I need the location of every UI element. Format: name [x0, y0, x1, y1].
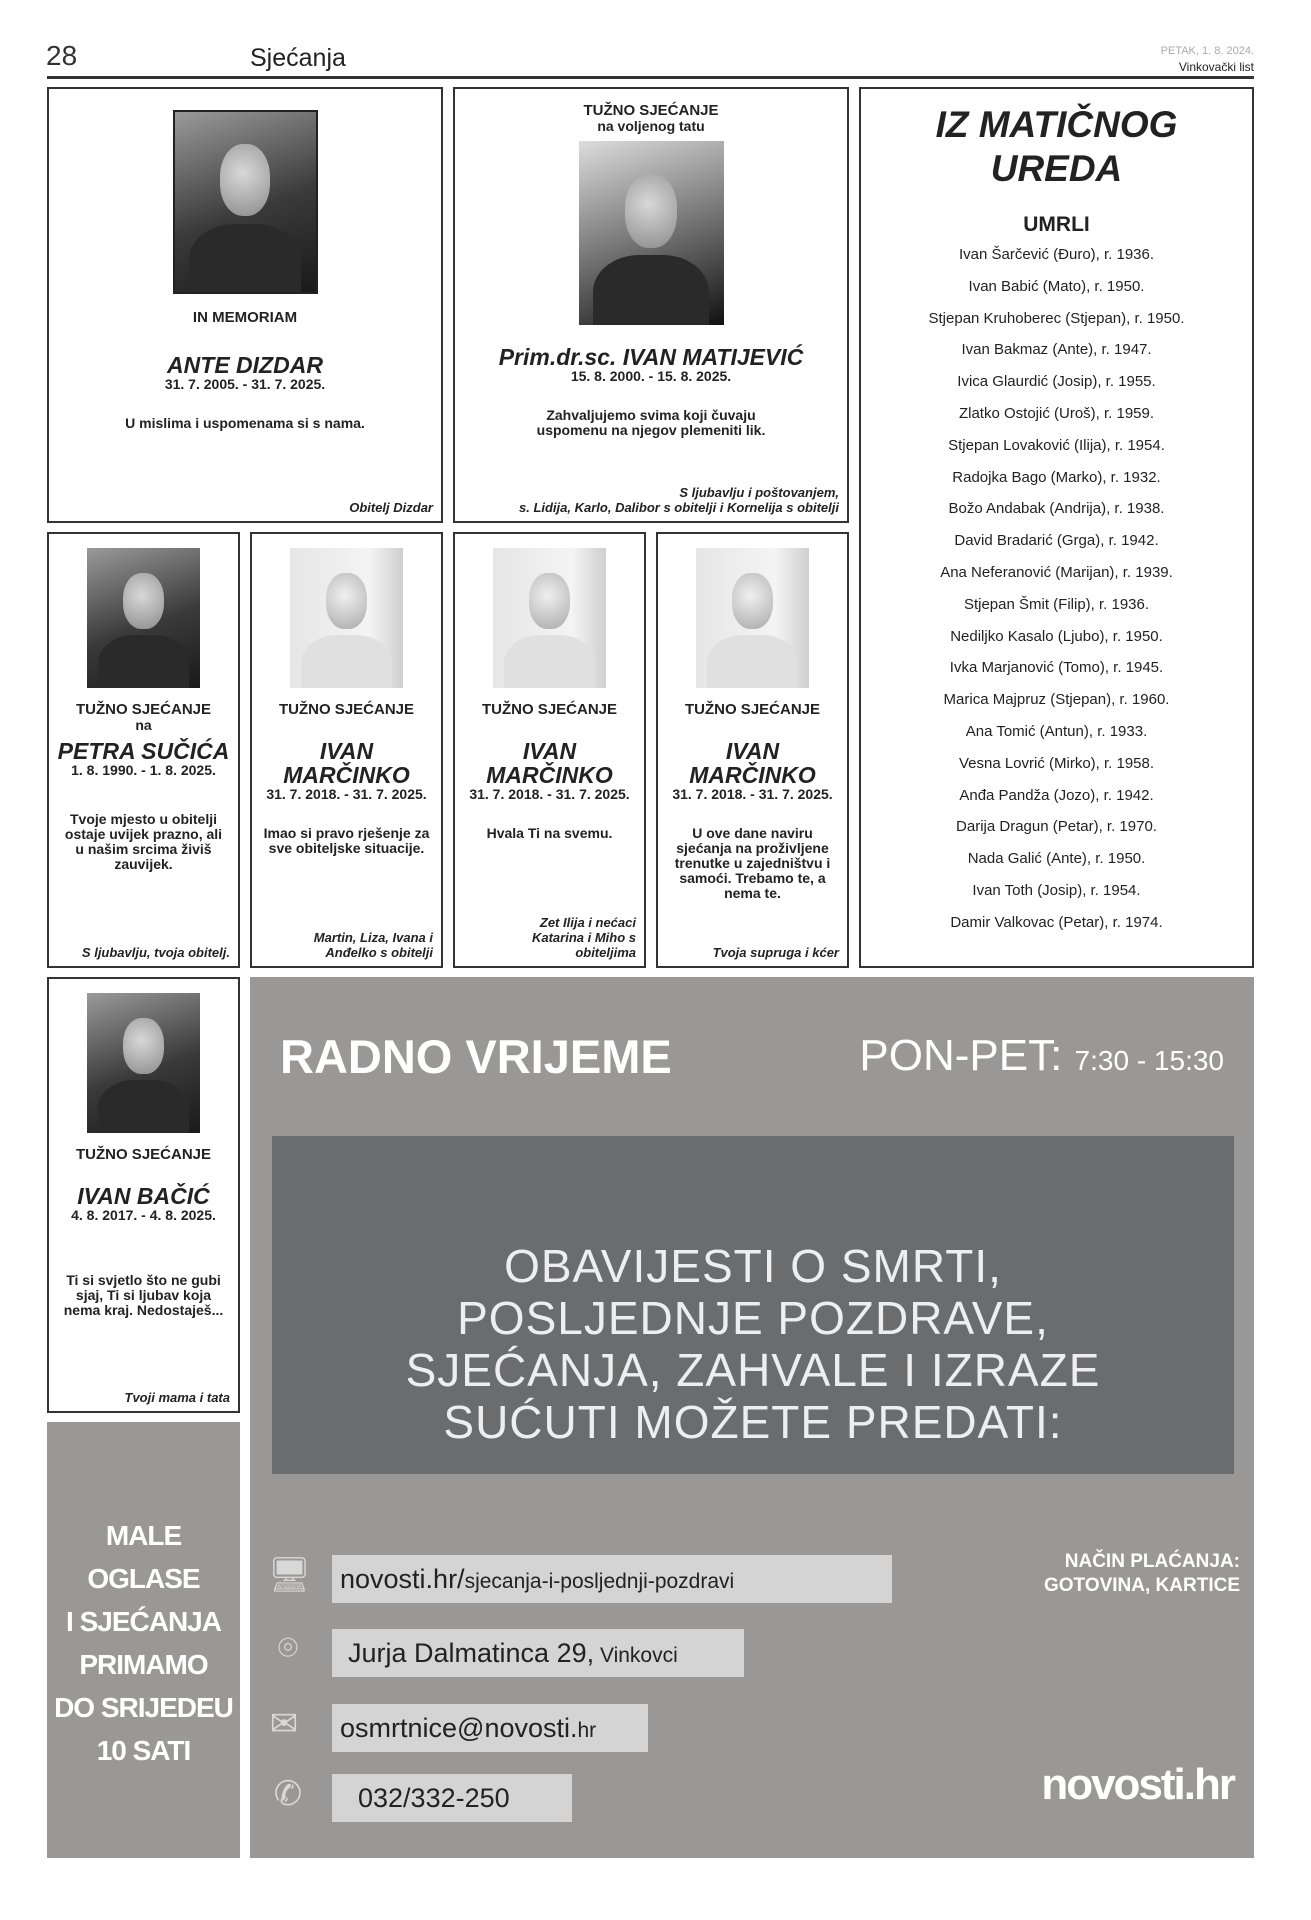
registry-subtitle: UMRLI — [1023, 213, 1090, 236]
monitor-icon: 🖥 — [268, 1556, 312, 1594]
signature: Obitelj Dizdar — [349, 500, 433, 515]
deceased-entry: Radojka Bago (Marko), r. 1932. — [952, 468, 1161, 486]
side-ad-line: 10 SATI — [96, 1735, 191, 1766]
payment-line-1: NAČIN PLAĆANJA: — [1064, 1551, 1240, 1572]
deceased-entry: Ana Tomić (Antun), r. 1933. — [965, 722, 1148, 740]
card-heading: TUŽNO SJEĆANJE — [75, 701, 212, 718]
card-text: U mislima i uspomenama si s nama. — [125, 415, 365, 431]
side-ad — [47, 1422, 240, 1858]
ad-notice — [272, 1136, 1234, 1474]
header-rule — [47, 76, 1254, 79]
deceased-list — [861, 239, 1252, 939]
memorial-card — [250, 532, 443, 968]
payment-info — [1044, 1550, 1240, 1598]
ad-notice-text: OBAVIJESTI O SMRTI, POSLJEDNJE POZDRAVE, SJEĆANJA, ZAHVALE I IZRAZE SUĆUTI MOŽETE PREDATI: — [405, 1240, 1101, 1448]
deceased-entry: Ivan Babić (Mato), r. 1950. — [968, 277, 1145, 295]
portrait-photo — [87, 548, 200, 688]
memorial-card-matijevic — [453, 87, 849, 523]
deceased-entry: Ivan Toth (Josip), r. 1954. — [972, 881, 1141, 899]
ad-hours-value: 7:30 - 15:30 — [1074, 1045, 1224, 1076]
dates: 31. 7. 2018. - 31. 7. 2025. — [672, 786, 833, 802]
dates: 1. 8. 1990. - 1. 8. 2025. — [71, 762, 216, 778]
dates: 31. 7. 2005. - 31. 7. 2025. — [164, 376, 326, 392]
registry-box — [859, 87, 1254, 968]
memorial-card — [47, 532, 240, 968]
memorial-card — [47, 977, 240, 1413]
deceased-name: IVAN MARČINKO — [689, 738, 816, 788]
deceased-entry: Stjepan Lovaković (Ilija), r. 1954. — [948, 436, 1165, 454]
page-number: 28 — [46, 40, 78, 71]
deceased-name: IVAN BAČIĆ — [77, 1183, 210, 1209]
registry-title: IZ MATIČNOG UREDA — [935, 104, 1178, 189]
deceased-entry: David Bradarić (Grga), r. 1942. — [954, 532, 1159, 550]
side-ad-line: DO SRIJEDEU — [54, 1692, 233, 1723]
office-hours-ad — [250, 977, 1254, 1858]
deceased-entry: Božo Andabak (Andrija), r. 1938. — [948, 500, 1165, 518]
signature: Martin, Liza, Ivana i Anđelko s obitelji — [313, 930, 433, 960]
portrait-photo — [290, 548, 403, 688]
side-ad-line: PRIMAMO — [79, 1649, 208, 1680]
issue-date: PETAK, 1. 8. 2024. — [1160, 45, 1254, 57]
portrait-photo — [493, 548, 606, 688]
email-link[interactable]: osmrtnice@novosti.hr — [332, 1704, 648, 1752]
side-ad-line: I SJEĆANJA — [66, 1606, 221, 1637]
ad-days: PON-PET: — [859, 1031, 1063, 1080]
card-heading: IN MEMORIAM — [192, 309, 298, 326]
card-heading: TUŽNO SJEĆANJE — [583, 102, 719, 119]
deceased-entry: Anđa Pandža (Jozo), r. 1942. — [959, 786, 1154, 804]
phone-number[interactable]: 032/332-250 — [332, 1774, 572, 1822]
deceased-entry: Vesna Lovrić (Mirko), r. 1958. — [958, 754, 1155, 772]
deceased-name: IVAN MARČINKO — [283, 738, 410, 788]
deceased-entry: Marica Majpruz (Stjepan), r. 1960. — [943, 691, 1170, 709]
dates: 15. 8. 2000. - 15. 8. 2025. — [570, 368, 732, 384]
card-text: Hvala Ti na svemu. — [486, 825, 613, 841]
card-heading: TUŽNO SJEĆANJE — [278, 701, 415, 718]
signature: Zet Ilija i nećaci Katarina i Miho s obiteljima — [531, 915, 636, 960]
dates: 31. 7. 2018. - 31. 7. 2025. — [266, 786, 427, 802]
address: Jurja Dalmatinca 29, Vinkovci — [332, 1629, 744, 1677]
dates: 4. 8. 2017. - 4. 8. 2025. — [71, 1207, 216, 1223]
card-heading: TUŽNO SJEĆANJE — [75, 1146, 212, 1163]
signature-line-1: S ljubavlju i poštovanjem, — [679, 485, 839, 500]
deceased-name: IVAN MARČINKO — [486, 738, 613, 788]
card-heading: TUŽNO SJEĆANJE — [481, 701, 618, 718]
card-subheading: na voljenog tatu — [597, 118, 705, 134]
deceased-entry: Ivan Bakmaz (Ante), r. 1947. — [961, 341, 1152, 359]
deceased-name: ANTE DIZDAR — [167, 352, 323, 378]
dates: 31. 7. 2018. - 31. 7. 2025. — [469, 786, 630, 802]
portrait-photo — [579, 141, 724, 325]
card-text: Imao si pravo rješenje za sve obiteljske situacije. — [263, 825, 430, 856]
paper-name: Vinkovački list — [1178, 60, 1254, 74]
payment-line-2: GOTOVINA, KARTICE — [1044, 1575, 1240, 1596]
deceased-entry: Stjepan Kruhoberec (Stjepan), r. 1950. — [928, 309, 1185, 327]
novosti-logo: novosti.hr — [1041, 1760, 1234, 1809]
deceased-entry: Ana Neferanović (Marijan), r. 1939. — [940, 563, 1173, 581]
location-pin-icon: ⌾ — [277, 1629, 299, 1667]
signature — [519, 485, 839, 515]
portrait-photo — [696, 548, 809, 688]
deceased-entry: Nada Galić (Ante), r. 1950. — [967, 850, 1146, 868]
deceased-entry: Zlatko Ostojić (Uroš), r. 1959. — [958, 404, 1155, 422]
side-ad-line: MALE — [105, 1520, 182, 1551]
deceased-entry: Stjepan Šmit (Filip), r. 1936. — [963, 595, 1150, 613]
card-text: U ove dane naviru sjećanja na proživljene trenutke u zajedništvu i samoći. Trebamo te, a nema te. — [674, 825, 831, 901]
deceased-entry: Ivka Marjanović (Tomo), r. 1945. — [949, 659, 1164, 677]
memorial-card — [656, 532, 849, 968]
deceased-entry: Darija Dragun (Petar), r. 1970. — [956, 818, 1157, 836]
ad-hours — [859, 1031, 1224, 1081]
card-subheading: na — [135, 717, 152, 733]
deceased-name: Prim.dr.sc. IVAN MATIJEVIĆ — [498, 344, 804, 370]
memorial-card — [453, 532, 646, 968]
deceased-name: PETRA SUČIĆA — [57, 738, 230, 764]
card-text: Tvoje mjesto u obitelji ostaje uvijek prazno, ali u našim srcima živiš zauvijek. — [64, 811, 223, 872]
deceased-entry: Damir Valkovac (Petar), r. 1974. — [950, 913, 1163, 931]
signature-line-2: s. Lidija, Karlo, Dalibor s obitelji i Kornelija s obitelji — [518, 500, 839, 515]
signature: Tvoja supruga i kćer — [712, 945, 839, 960]
memorial-card-dizdar — [47, 87, 443, 523]
signature: Tvoji mama i tata — [124, 1390, 230, 1405]
envelope-icon: ✉ — [269, 1705, 299, 1743]
portrait-photo — [87, 993, 200, 1133]
card-text: Ti si svjetlo što ne gubi sjaj, Ti si ljubav koja nema kraj. Nedostaješ... — [63, 1272, 224, 1318]
phone-icon: ✆ — [273, 1775, 303, 1813]
deceased-entry: Nediljko Kasalo (Ljubo), r. 1950. — [950, 627, 1163, 645]
portrait-photo — [173, 110, 318, 294]
section-title: Sjećanja — [250, 44, 346, 72]
side-ad-line: OGLASE — [87, 1563, 200, 1594]
card-heading: TUŽNO SJEĆANJE — [684, 701, 821, 718]
signature: S ljubavlju, tvoja obitelj. — [81, 945, 230, 960]
deceased-entry: Ivan Šarčević (Đuro), r. 1936. — [958, 246, 1155, 263]
website-link[interactable]: novosti.hr/sjecanja-i-posljednji-pozdravi — [332, 1555, 892, 1603]
card-text: Zahvaljujemo svima koji čuvaju uspomenu na njegov plemeniti lik. — [536, 407, 766, 438]
ad-title: RADNO VRIJEME — [280, 1030, 672, 1083]
deceased-entry: Ivica Glaurdić (Josip), r. 1955. — [957, 373, 1156, 391]
